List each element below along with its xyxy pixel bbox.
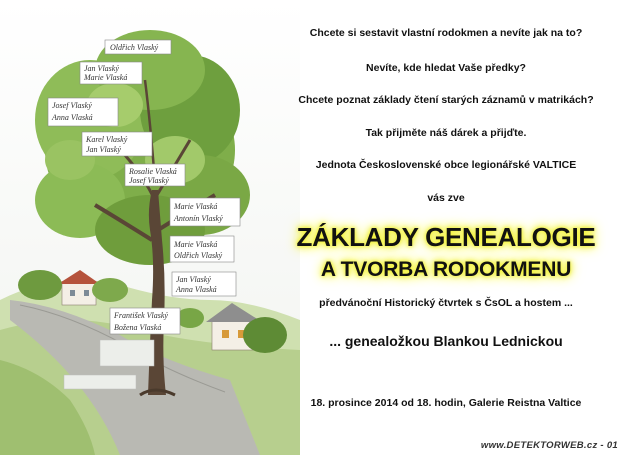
svg-text:Rosalie Vlaská: Rosalie Vlaská: [129, 167, 177, 176]
svg-text:Josef Vlaský: Josef Vlaský: [129, 176, 169, 185]
name-tag: [170, 198, 240, 226]
tree-painting: [0, 0, 300, 455]
svg-text:Josef Vlaský: Josef Vlaský: [52, 101, 92, 110]
svg-text:Karel Vlaský: Karel Vlaský: [86, 135, 128, 144]
svg-text:Marie Vlaská: Marie Vlaská: [84, 73, 128, 82]
footer-credit: www.DETEKTORWEB.cz - 01: [480, 440, 618, 451]
blank-tag: [100, 340, 154, 366]
svg-text:Marie Vlaská: Marie Vlaská: [174, 202, 218, 211]
svg-text:Jan Vlaský: Jan Vlaský: [84, 64, 119, 73]
svg-text:Jan Vlaský: Jan Vlaský: [176, 275, 211, 284]
svg-text:Anna Vlaská: Anna Vlaská: [52, 113, 93, 122]
svg-text:Anna Vlaská: Anna Vlaská: [176, 285, 217, 294]
svg-text:Jan Vlaský: Jan Vlaský: [86, 145, 121, 154]
name-tag: [170, 236, 234, 262]
name-tag: [80, 62, 142, 84]
question-2: Nevíte, kde hledat Vaše předky?: [366, 62, 526, 74]
name-tag: [48, 98, 118, 126]
svg-text:Božena Vlaská: Božena Vlaská: [114, 323, 162, 332]
svg-text:František Vlaský: František Vlaský: [114, 311, 168, 320]
name-tag: [105, 40, 171, 54]
svg-text:Antonín Vlaský: Antonín Vlaský: [174, 214, 223, 223]
call-to-action: Tak přijměte náš dárek a přijďte.: [365, 127, 527, 139]
question-3: Chcete poznat základy čtení starých záznamů v matrikách?: [298, 94, 594, 106]
svg-text:Oldřich Vlaský: Oldřich Vlaský: [110, 43, 159, 52]
invites-text: vás zve: [427, 192, 465, 204]
organizer: Jednota Československé obce legionářské VALTICE: [315, 159, 577, 171]
name-tag: [172, 272, 236, 296]
family-tree-illustration: [0, 0, 300, 455]
guest-line: ... genealožkou Blankou Lednickou: [329, 333, 563, 349]
name-tag: [110, 308, 180, 334]
blank-tag: [64, 375, 136, 389]
name-tag: [82, 132, 152, 156]
invitation-text: [268, 0, 624, 455]
event-subtitle: předvánoční Historický čtvrtek s ČsOL a hostem ...: [319, 297, 573, 309]
svg-text:Oldřich Vlaský: Oldřich Vlaský: [174, 251, 223, 260]
event-title-line-2: A TVORBA RODOKMENU: [320, 258, 572, 281]
event-title-line-1: ZÁKLADY GENEALOGIE: [296, 222, 596, 252]
name-tag: [125, 164, 185, 186]
date-place: 18. prosince 2014 od 18. hodin, Galerie Reistna Valtice: [310, 397, 582, 409]
svg-text:Marie Vlaská: Marie Vlaská: [174, 240, 218, 249]
question-1: Chcete si sestavit vlastní rodokmen a nevíte jak na to?: [309, 27, 583, 39]
